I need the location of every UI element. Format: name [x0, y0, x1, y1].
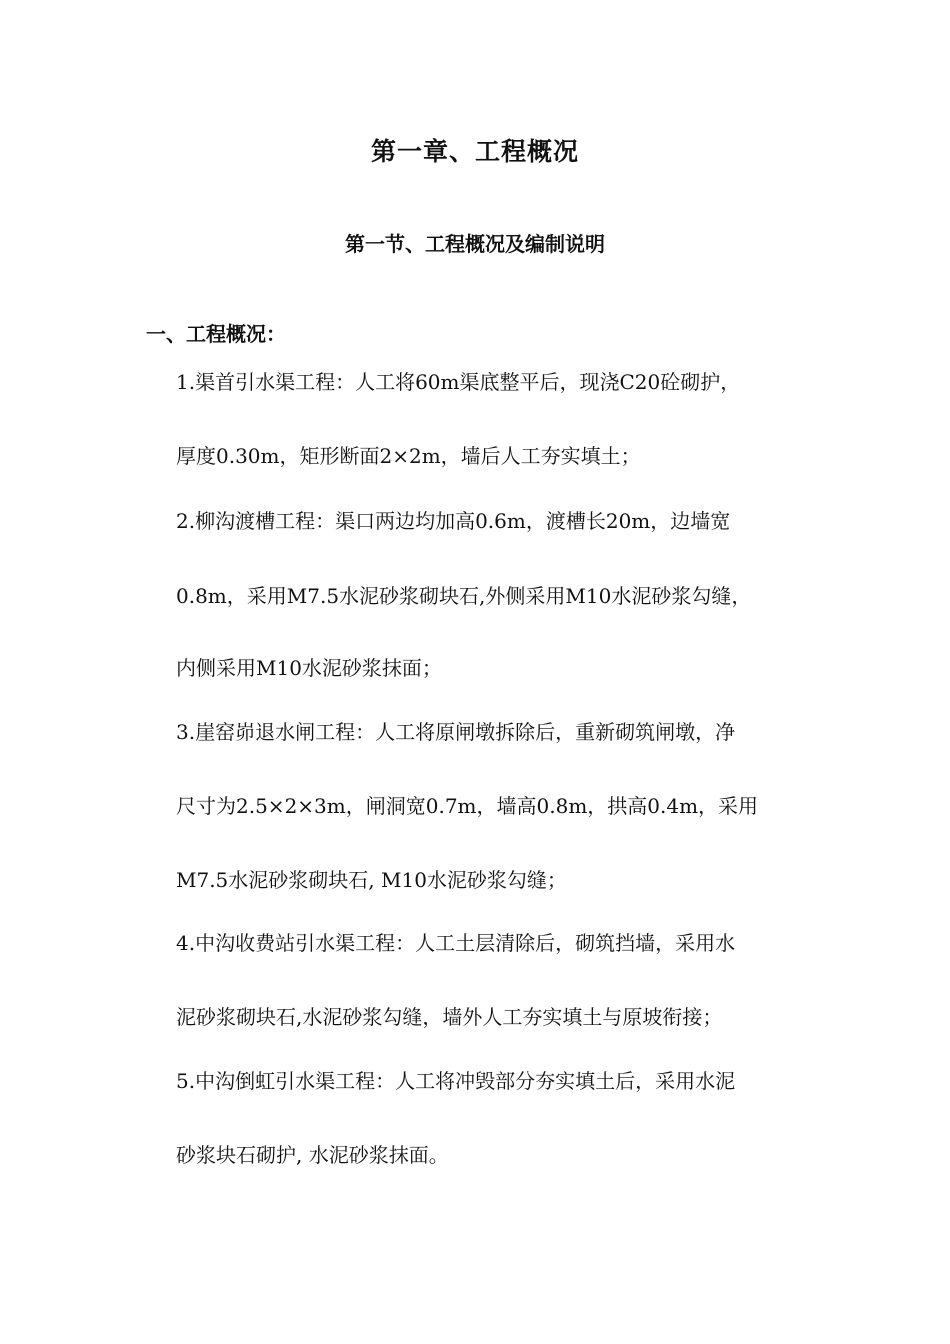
body-line: 0.8m，采用M7.5水泥砂浆砌块石,外侧采用M10水泥砂浆勾缝， [176, 584, 752, 608]
body-line: 砂浆块石砌护, 水泥砂浆抹面。 [176, 1143, 449, 1167]
body-line: 2.柳沟渡槽工程：渠口两边均加高0.6m，渡槽长20m，边墙宽 [176, 509, 731, 533]
subheading-overview: 一、工程概况： [146, 322, 286, 346]
section-title: 第一节、工程概况及编制说明 [345, 232, 605, 256]
body-line: 5.中沟倒虹引水渠工程：人工将冲毁部分夯实填土后，采用水泥 [176, 1069, 736, 1093]
body-line: M7.5水泥砂浆砌块石, M10水泥砂浆勾缝； [176, 868, 567, 892]
body-line: 内侧采用M10水泥砂浆抹面； [176, 656, 442, 680]
body-line: 3.崖窑峁退水闸工程：人工将原闸墩拆除后，重新砌筑闸墩，净 [176, 720, 736, 744]
body-line: 泥砂浆砌块石,水泥砂浆勾缝，墙外人工夯实填土与原坡衔接； [176, 1005, 723, 1029]
body-line: 尺寸为2.5×2×3m，闸洞宽0.7m，墙高0.8m，拱高0.4m，采用 [176, 794, 759, 818]
body-line: 厚度0.30m，矩形断面2×2m，墙后人工夯实填土； [176, 444, 641, 468]
chapter-title: 第一章、工程概况 [370, 137, 579, 166]
body-line: 1.渠首引水渠工程：人工将60m渠底整平后，现浇C20砼砌护， [176, 370, 741, 394]
body-line: 4.中沟收费站引水渠工程：人工土层清除后，砌筑挡墙，采用水 [176, 931, 736, 955]
